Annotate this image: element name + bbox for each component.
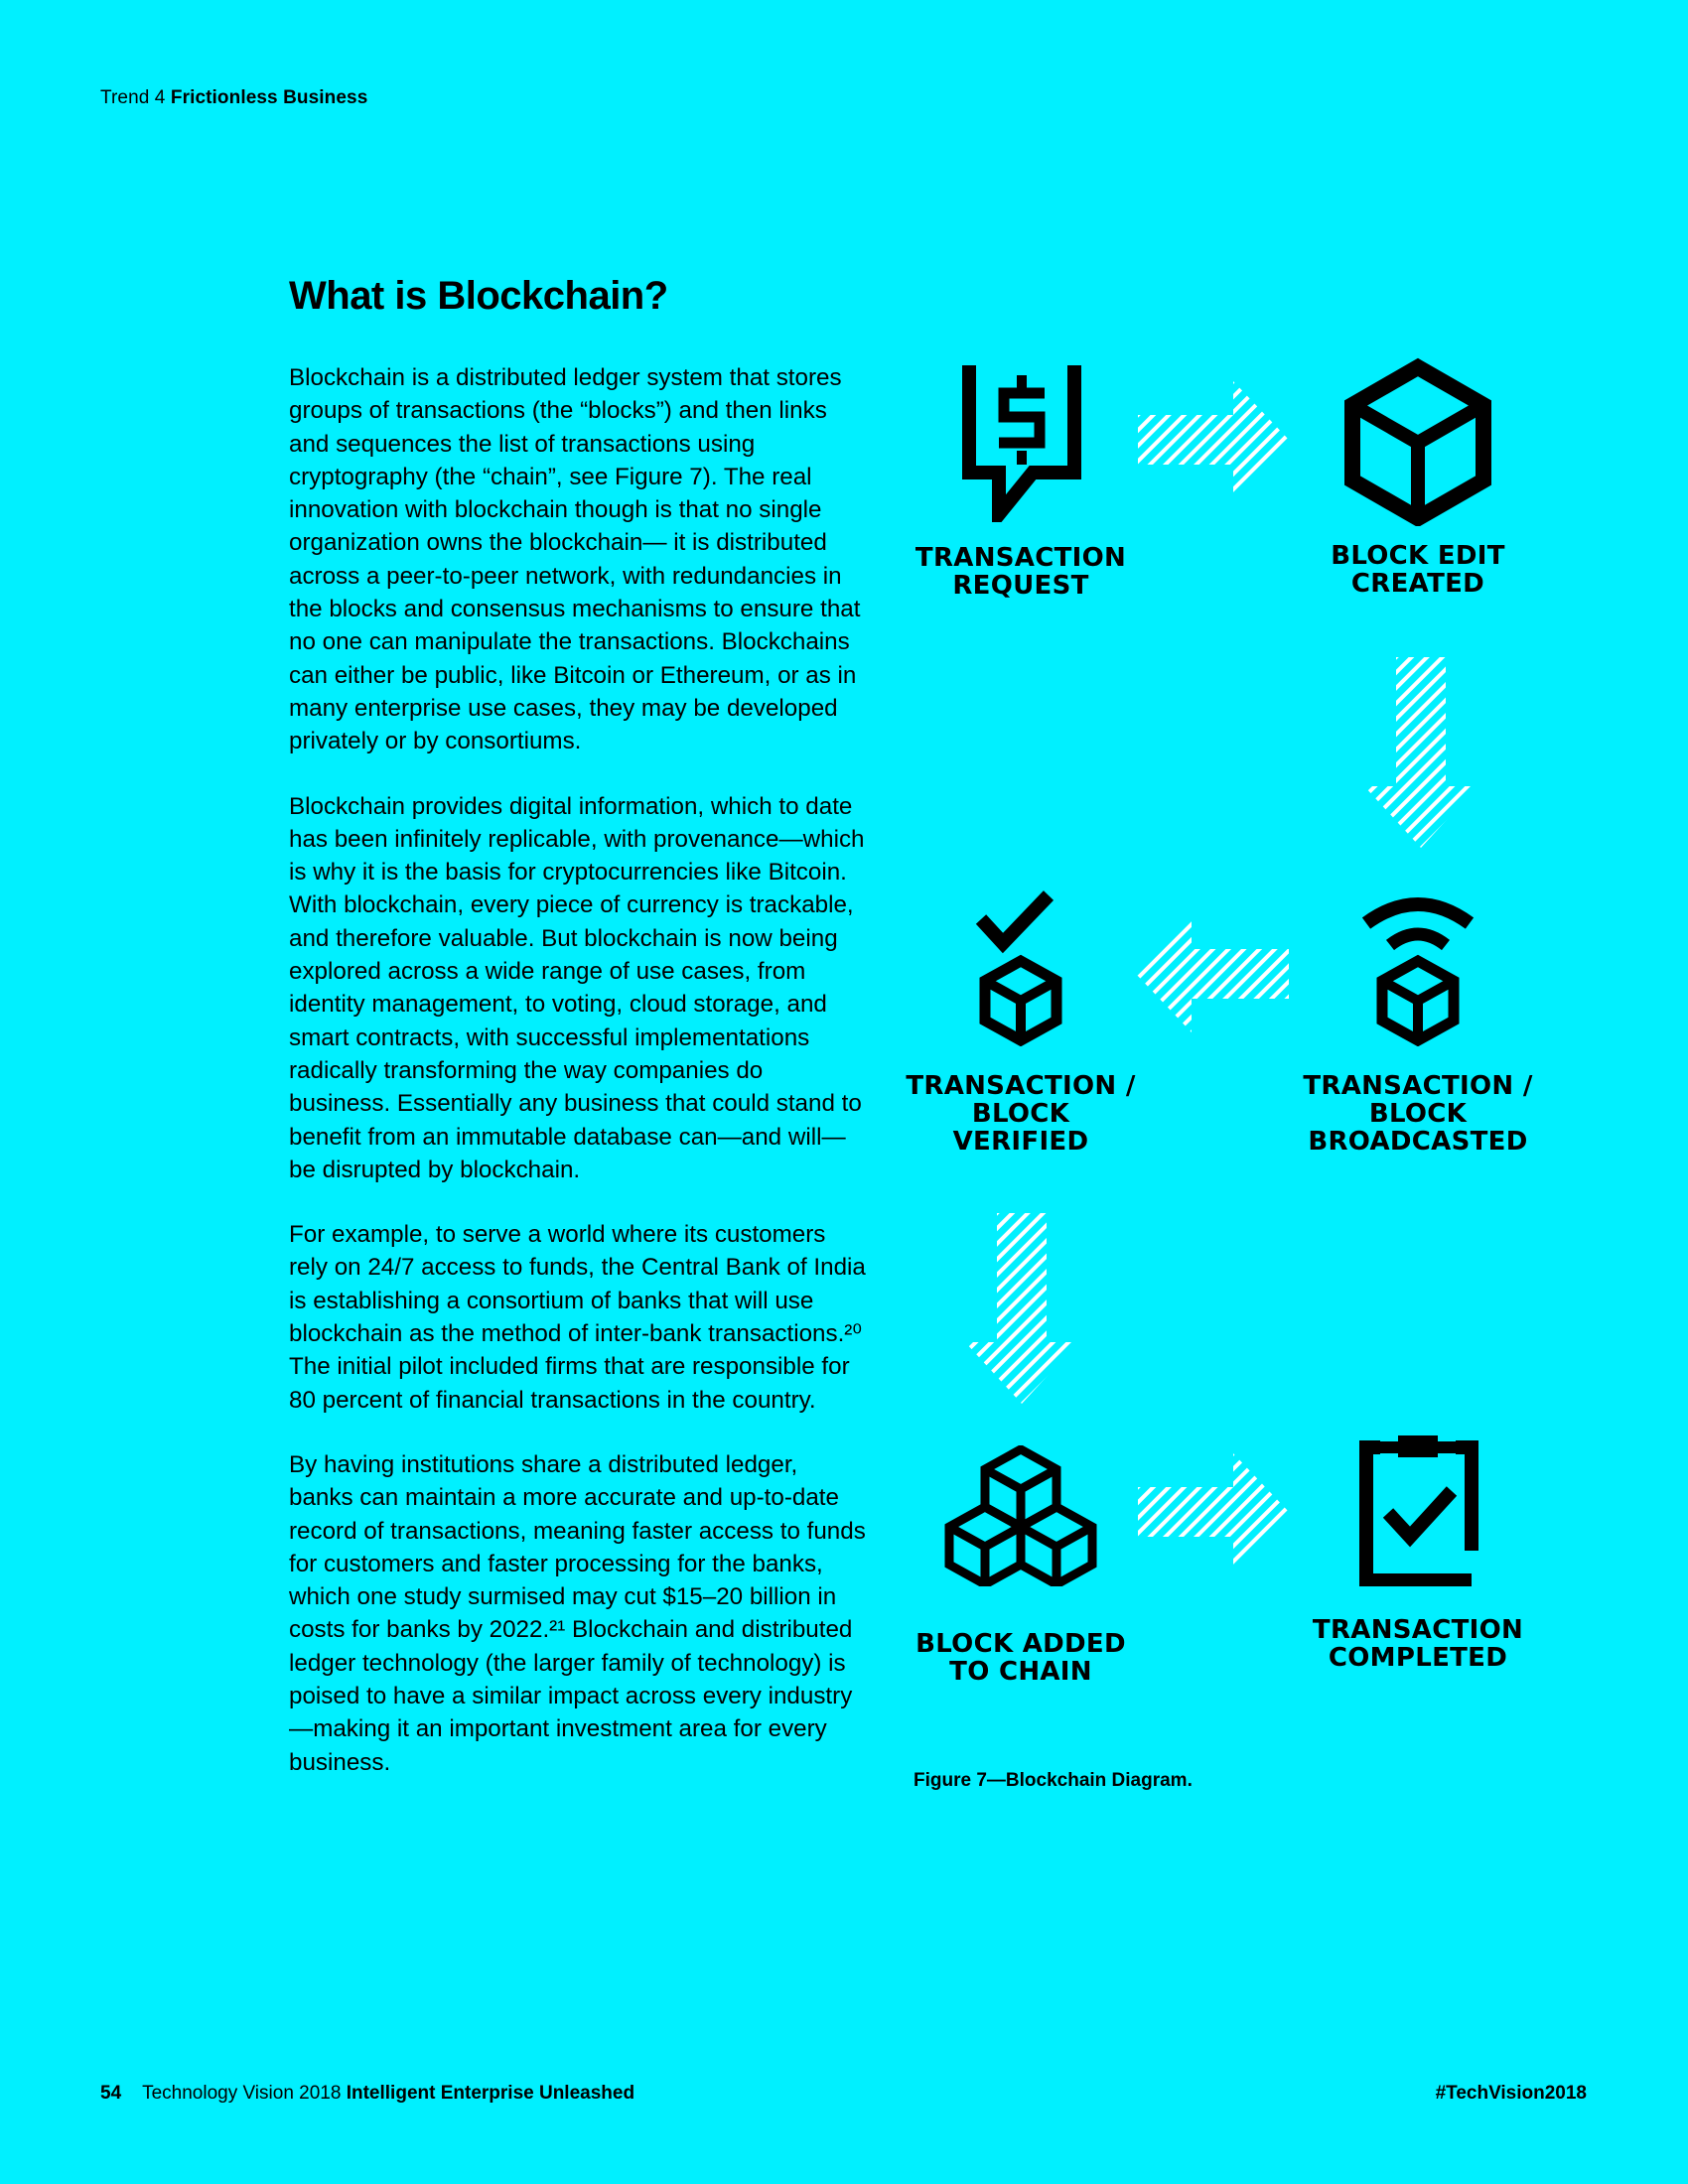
article-body: [289, 361, 867, 1779]
clipboard-check-icon: [1348, 1433, 1487, 1586]
step-label: BLOCK ADDED TO CHAIN: [915, 1629, 1126, 1687]
step-block-added-to-chain: [872, 1445, 1170, 1686]
step-label: TRANSACTION / BLOCK VERIFIED: [906, 1071, 1136, 1157]
paragraph-1: Blockchain is a distributed ledger system that stores groups of transactions (the “blocks”) and then links and sequences the list of transactions using cryptography (the “chain”, see Figure 7). The real innovation with blockchain though is that no single organization owns the blockchain— it is distributed across a peer-to-peer network, with redundancies in the blocks and consensus mechanisms to ensure that no one can manipulate the transactions. Blockchains can either be public, like Bitcoin or Ethereum, or as in many enterprise use cases, they may be developed privately or by consortiums.: [289, 364, 861, 755]
arrow-right-icon: [1138, 381, 1289, 498]
arrow-right-icon: [1138, 1453, 1289, 1570]
step-label: TRANSACTION COMPLETED: [1312, 1615, 1524, 1673]
footer-hashtag[interactable]: #TechVision2018: [1435, 2083, 1587, 2104]
publication-subtitle: Intelligent Enterprise Unleashed: [346, 2083, 635, 2104]
dollar-speech-bubble-icon: [941, 363, 1100, 522]
step-transaction-request: [872, 363, 1170, 600]
paragraph-3: For example, to serve a world where its customers rely on 24/7 access to funds, the Central Bank of India is establishing a consortium of banks that will use blockchain as the method of inter-bank transactions.²⁰ The initial pilot included firms that are responsible for 80 percent of financial transactions in the country.: [289, 1221, 866, 1414]
step-label: TRANSACTION / BLOCK BROADCASTED: [1303, 1071, 1533, 1157]
article-title: What is Blockchain?: [289, 274, 668, 318]
paragraph-2: Blockchain provides digital information, which to date has been infinitely replicable, with provenance—which is why it is the basis for cryptocurrencies like Bitcoin. With blockchain, every piece of currency is trackable, and therefore valuable. But blockchain is now being explored across a wide range of use cases, from identity management, to voting, cloud storage, and smart contracts, with successful implementations radically transforming the way companies do business. Essentially any business that could stand to benefit from an immutable database can—and will— be disrupted by blockchain.: [289, 792, 865, 1183]
header-section: Frictionless Business: [170, 87, 368, 108]
paragraph-4: By having institutions share a distributed ledger, banks can maintain a more accurate and up-to-date record of transactions, meaning faster access to funds for customers and faster processing for the banks, which one study surmised may cut $15–20 billion in costs for banks by 2022.²¹ Blockchain and distributed ledger technology (the larger family of technology) is poised to have a similar impact across every industry—making it an important investment area for every business.: [289, 1450, 866, 1776]
step-transaction-completed: [1269, 1433, 1567, 1672]
figure-caption: Figure 7—Blockchain Diagram.: [914, 1770, 1193, 1791]
footer-publication: [100, 2083, 634, 2105]
publication-name: Technology Vision 2018: [142, 2083, 342, 2104]
step-transaction-broadcasted: [1269, 889, 1567, 1156]
step-transaction-verified: [872, 889, 1170, 1156]
step-block-edit-created: [1269, 357, 1567, 598]
stacked-cubes-icon: [939, 1445, 1102, 1586]
arrow-down-icon: [1362, 657, 1477, 848]
arrow-down-icon: [963, 1213, 1078, 1404]
checkmark-cube-icon: [961, 889, 1080, 1046]
cube-icon: [1334, 357, 1502, 526]
page-number: 54: [100, 2083, 122, 2104]
broadcast-cube-icon: [1358, 889, 1477, 1046]
step-label: TRANSACTION REQUEST: [914, 543, 1127, 601]
header-trend: Trend 4: [100, 87, 166, 108]
running-header: [100, 87, 367, 109]
step-label: BLOCK EDIT CREATED: [1331, 541, 1505, 599]
